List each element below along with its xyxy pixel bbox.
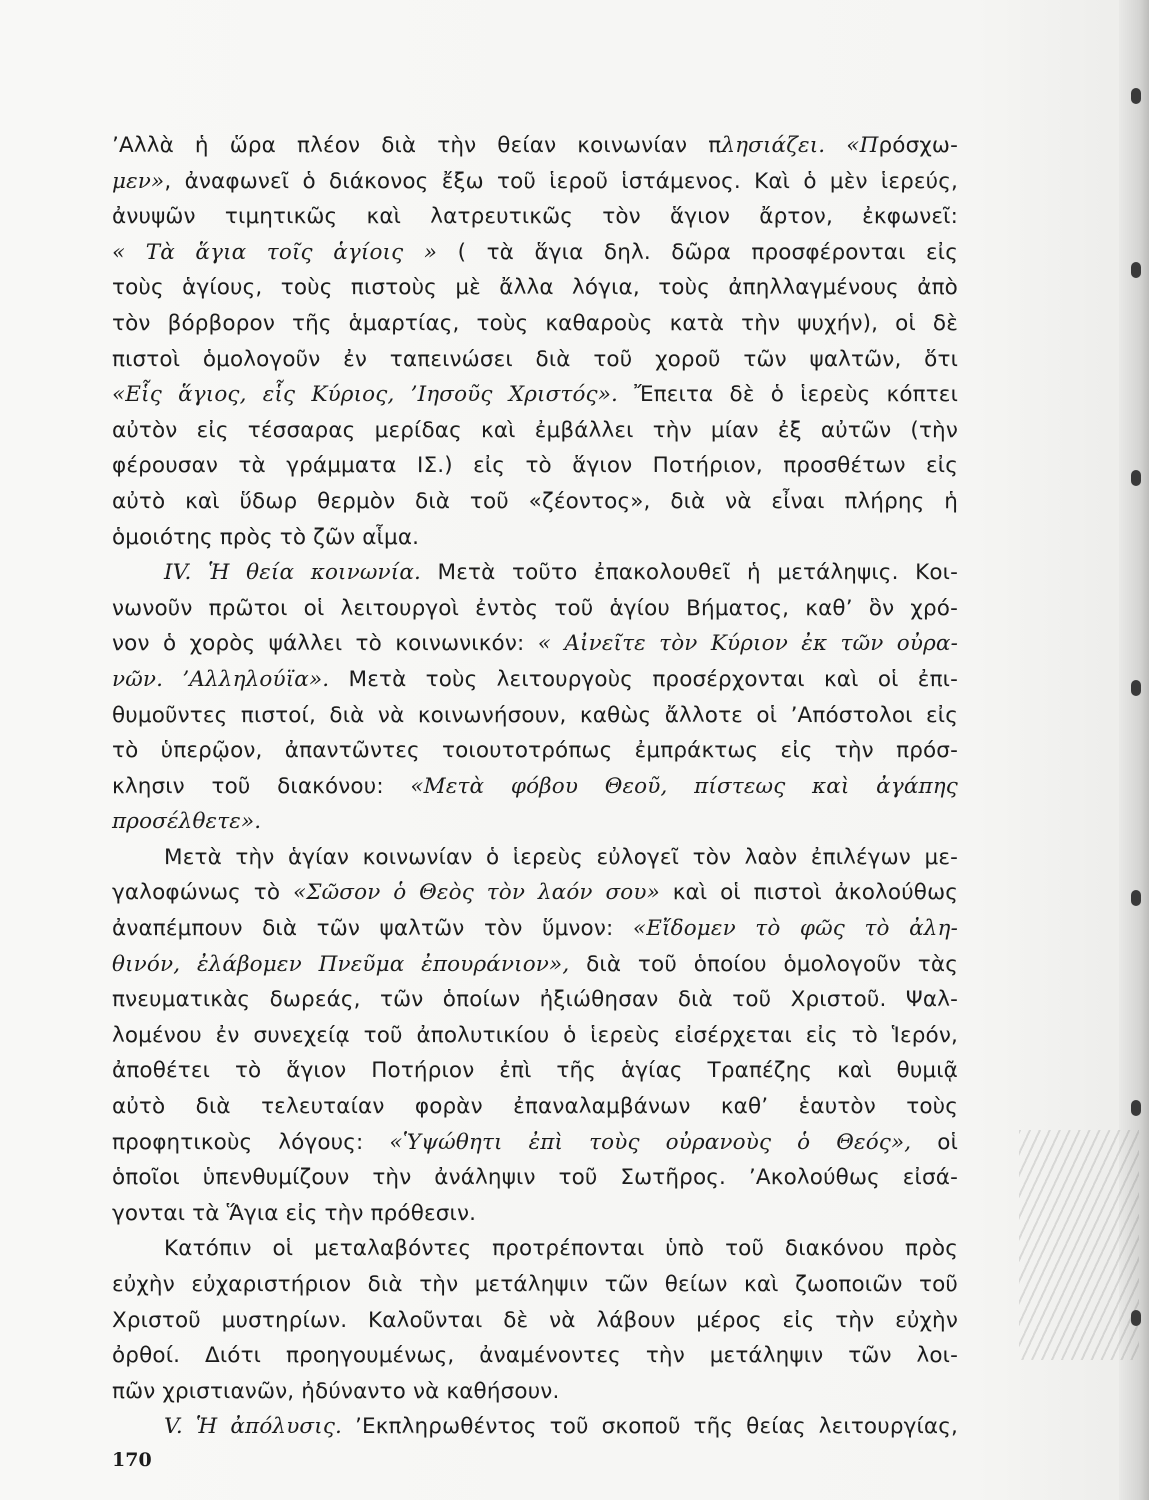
text-line [112,1160,958,1196]
text-line [112,1267,958,1303]
text-run: τὸν βόρβορον τῆς ἁμαρτίας, τοὺς καθαροὺς κατὰ τὴν ψυχήν), οἱ δὲ [112,310,958,336]
text-run: πνευματικὰς δωρεάς, τῶν ὁποίων ἠξιώθησαν διὰ τοῦ Χριστοῦ. Ψαλ- [112,987,958,1013]
text-run: γονται τὰ Ἅγια εἰς τὴν πρόθεσιν. [112,1200,477,1226]
text-line [112,413,958,449]
text-run: γαλοφώνως τὸ [112,880,293,906]
text-run: νον ὁ χορὸς ψάλλει τὸ κοινωνικόν: [112,631,538,657]
text-run: κλησιν τοῦ διακόνου: [112,773,411,799]
text-run: νωνοῦν πρῶτοι οἱ λειτουργοὶ ἐντὸς τοῦ ἁγίου Βήματος, καθ’ ὃν χρό- [112,595,958,621]
text-line [112,1125,958,1161]
text-line [112,448,958,484]
text-run: Ἔπειτα δὲ ὁ ἱερεὺς κόπτει [634,382,959,408]
text-run: λομένου ἐν συνεχείᾳ τοῦ ἀπολυτικίου ὁ ἱερεὺς εἰσέρχεται εἰς τὸ Ἱερόν, [112,1022,958,1048]
text-run: πῶν χριστιανῶν, ἠδύναντο νὰ καθήσουν. [112,1378,560,1404]
text-line [112,982,958,1018]
text-line [112,662,958,698]
text-run: Μετὰ τὴν ἁγίαν κοινωνίαν ὁ ἱερεὺς εὐλογεῖ τὸν λαὸν ἐπιλέγων με- [164,844,958,870]
text-line [112,1196,958,1232]
text-line [112,591,958,627]
italic-text-run: μεν» [112,168,165,194]
text-line [112,199,958,235]
binding-stitch [1131,890,1141,906]
italic-text-run: προσέλθετε». [112,809,262,835]
text-run: Μετὰ τοῦτο ἐπακολουθεῖ ἡ μετάληψις. Κοι- [421,560,958,586]
text-line [112,911,958,947]
text-line [112,164,958,200]
text-line [112,484,958,520]
text-run: προφητικοὺς λόγους: [112,1129,390,1155]
italic-text-run: « Τὰ ἅγια τοῖς ἁγίοις » [112,239,438,265]
text-line [112,698,958,734]
text-run: ὁποῖοι ὑπενθυμίζουν τὴν ἀνάληψιν τοῦ Σωτῆρος. ’Ακολούθως εἰσά- [112,1165,958,1191]
text-run: ὁμοιότης πρὸς τὸ ζῶν αἷμα. [112,524,420,550]
text-line [112,520,958,556]
text-run: ρόσχω- [878,133,958,158]
text-line [112,840,958,876]
italic-text-run: «Σῶσον ὁ Θεὸς τὸν λαόν σου» [292,880,673,906]
binding-stitch [1131,1100,1141,1116]
text-line [112,235,958,271]
body-text [112,128,958,1445]
text-line [112,626,958,662]
text-run: ἀποθέτει τὸ ἅγιον Ποτήριον ἐπὶ τῆς ἁγίας Τραπέζης καὶ θυμιᾷ [112,1058,958,1084]
italic-text-run: «Εἷς ἅγιος, εἷς Κύριος, ’Ιησοῦς Χριστός». [112,382,635,408]
text-line [112,1374,958,1410]
text-run: ( τὰ ἅγια δηλ. δῶρα προσφέρονται εἰς [437,239,958,265]
text-line [112,1231,958,1267]
text-run: ἀνυψῶν τιμητικῶς καὶ λατρευτικῶς τὸν ἅγιον ἄρτον, ἐκφωνεῖ: [112,204,958,230]
italic-text-run: «Μετὰ φόβου Θεοῦ, πίστεως καὶ ἀγάπης [410,773,958,799]
text-run: ὀρθοί. Διότι προηγουμένως, ἀναμένοντες τὴν μετάληψιν τῶν λοι- [112,1343,958,1369]
text-line [112,306,958,342]
italic-text-run: θινόν, ἐλάβομεν Πνεῦμα ἐπουράνιον», [112,951,570,977]
italic-text-run: «Εἴδομεν τὸ φῶς τὸ ἀλη- [632,916,958,942]
text-run: ’Αλλὰ ἡ ὥρα πλέον διὰ τὴν θείαν κοινωνίαν π [112,133,722,158]
text-line [112,947,958,983]
binding-stitch [1131,470,1141,486]
text-run: καὶ οἱ πιστοὶ ἀκολούθως [672,880,959,906]
text-line [112,875,958,911]
text-run: τοὺς ἁγίους, τοὺς πιστοὺς μὲ ἄλλα λόγια, τοὺς ἀπηλλαγμένους ἀπὸ [112,275,958,301]
text-line [112,1018,958,1054]
text-line [112,342,958,378]
text-line [112,733,958,769]
text-line [112,128,958,164]
text-run: διὰ τοῦ ὁποίου ὁμολογοῦν τὰς [569,951,958,977]
text-run: Κατόπιν οἱ μεταλαβόντες προτρέπονται ὑπὸ τοῦ διακόνου πρὸς [164,1236,958,1262]
italic-text-run: λησιάζει. «Π [721,133,879,158]
text-run: ἀναπέμπουν διὰ τῶν ψαλτῶν τὸν ὕμνον: [112,916,633,942]
text-run: Χριστοῦ μυστηρίων. Καλοῦνται δὲ νὰ λάβουν μέρος εἰς τὴν εὐχὴν [112,1307,958,1333]
text-run: ’Εκπληρωθέντος τοῦ σκοποῦ τῆς θείας λειτουργίας, [342,1414,958,1440]
text-line [112,1053,958,1089]
paper-fray-mark [1019,1130,1139,1360]
italic-text-run: V. Ἡ ἀπόλυσις. [164,1414,343,1440]
text-run: εὐχὴν εὐχαριστήριον διὰ τὴν μετάληψιν τῶν θείων καὶ ζωοποιῶν τοῦ [112,1272,958,1297]
italic-text-run: νῶν. ’Αλληλούϊα». [112,666,330,692]
binding-stitch [1131,680,1141,696]
text-line [112,769,958,805]
text-line [112,270,958,306]
text-line [112,1409,958,1445]
text-run: τὸ ὑπερῷον, ἀπαντῶντες τοιουτοτρόπως ἐμπράκτως εἰς τὴν πρόσ- [112,738,958,764]
italic-text-run: « Αἰνεῖτε τὸν Κύριον ἐκ τῶν οὐρα- [537,631,958,657]
text-run: οἱ [937,1129,958,1155]
text-line [112,1089,958,1125]
text-run: αὐτὸ καὶ ὕδωρ θερμὸν διὰ τοῦ «ζέοντος», διὰ νὰ εἶναι πλήρης ἡ [112,488,958,514]
text-run: φέρουσαν τὰ γράμματα ΙΣ.) εἰς τὸ ἅγιον Ποτήριον, προσθέτων εἰς [112,453,958,479]
italic-text-run: «Ὑψώθητι ἐπὶ τοὺς οὐρανοὺς ὁ Θεός», [389,1129,938,1155]
binding-stitch [1131,262,1141,278]
text-line [112,1303,958,1339]
text-run: αὐτὸ διὰ τελευταίαν φορὰν ἐπαναλαμβάνων καθ’ ἑαυτὸν τοὺς [112,1094,958,1120]
text-run: πιστοὶ ὁμολογοῦν ἐν ταπεινώσει διὰ τοῦ χοροῦ τῶν ψαλτῶν, ὅτι [112,346,958,372]
text-run: θυμοῦντες πιστοί, διὰ νὰ κοινωνήσουν, καθὼς ἄλλοτε οἱ ’Απόστολοι εἰς [112,702,958,728]
text-run: αὐτὸν εἰς τέσσαρας μερίδας καὶ ἐμβάλλει τὴν μίαν ἐξ αὐτῶν (τὴν [112,417,958,443]
text-line [112,555,958,591]
text-line [112,1338,958,1374]
text-line [112,377,958,413]
text-line [112,804,958,840]
page-number: 170 [112,1449,152,1471]
text-run: , ἀναφωνεῖ ὁ διάκονος ἔξω τοῦ ἱεροῦ ἱστάμενος. Καὶ ὁ μὲν ἱερεύς, [164,168,958,194]
italic-text-run: IV. Ἡ θεία κοινωνία. [164,560,421,586]
binding-stitch [1131,88,1141,104]
text-run: Μετὰ τοὺς λειτουργοὺς προσέρχονται καὶ οἱ ἐπι- [329,666,959,692]
